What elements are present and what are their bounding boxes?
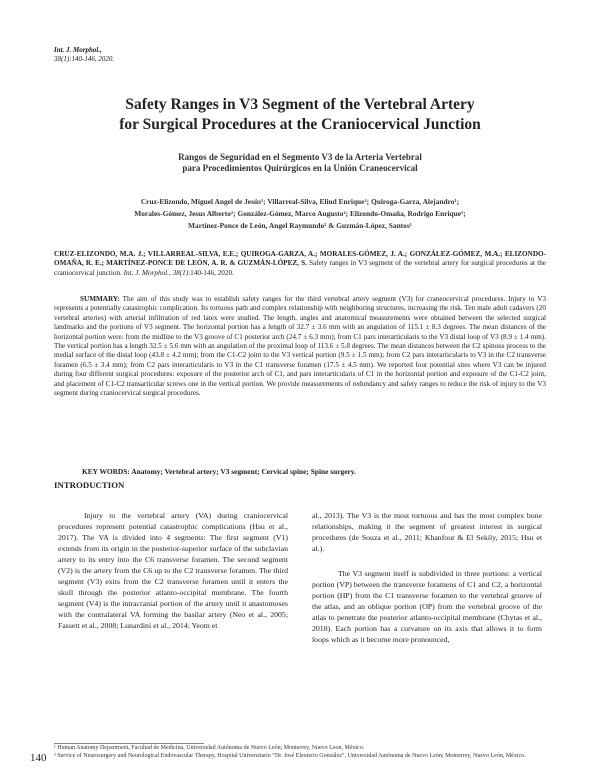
section-heading-introduction: INTRODUCTION xyxy=(54,480,125,490)
title-line-2: for Surgical Procedures at the Craniocervical Junction xyxy=(119,116,481,133)
right-column xyxy=(312,510,542,659)
subtitle-line-2: para Procedimientos Quirúrgicos en la Unión Craneocervical xyxy=(182,163,418,173)
journal-issue: 38(1):140-146, 2020. xyxy=(54,55,115,63)
authors-line-2: Morales-Gómez, Jesus Alberto²; González-Gómez, Marco Augusto²; Elizondo-Omaña, Rodrigo Enrique¹; xyxy=(134,209,466,218)
abstract-text: The aim of this study was to establish safety ranges for the third vertebral artery segment (V3) for craneocervical procedures. Injury to V3 represents a potentially catastrophic complication. Its tortuous path and complex relationship with neighboring structures, increasing the risk. Ten male adult cadavers (20 vertebral arteries) with arterial infiltration of red latex were studied. The length, angles and anatomical measurements were obtained between the selected surgical landmarks and the portions of V3 segment. The horizontal portion has a length of 32.7 ± 3.6 mm with an angulation of 115.1 ± 8.3 degrees. The mean distances of the horizontal portion were: from the midline to the V3 groove of C1 posterior arch (24.7 ± 6.3 mm); from C1 pars interarticularis to the V3 distal loop of V3 (8.9 ± 1.4 mm). The vertical portion has a length 32.5 ± 5.6 mm with an angulation of the proximal loop of 113.6 ± 5.8 degrees. The mean distances between the C2 spinous process to the medial surface of the distal loop (43.8 ± 4.2 mm); from the C1-C2 joint to the V3 vertical portion (9.5 ± 1.5 mm); from C2 pars interarticularis to V3 in the C2 transverse foramen (6.5 ± 3.4 mm); from C2 pars interarticularis to V3 in the C1 transverse foramen (17.5 ± 4.5 mm). We reported four potential sites where V3 can be injured during four different surgical procedures: exposure of the posterior arch of C1, and pars interarticularis of C1 in the horizontal portion and exposure of the C1-C2 joint, and placement of C1-C2 transarticular screws one in the vertical portion. We provide measurements of redundancy and safety ranges to reduce the risk of injury to the V3 segment during craniocervical surgical procedures. xyxy=(54,295,546,398)
journal-name: Int. J. Morphol., xyxy=(54,46,102,54)
keywords: KEY WORDS: Anatomy; Vertebral artery; V3 segment; Cervical spine; Spine surgery. xyxy=(82,467,356,476)
author-list xyxy=(60,196,540,232)
citation-text: Safety ranges in V3 segment of the vertebral artery for surgical procedures at the craniocervical junction. xyxy=(54,259,546,277)
paper-title xyxy=(40,95,560,135)
footnote-2: ² Service of Neurosurgery and Neurological Endovascular Therapy, Hospital Universitario “Dr. José Eleuterio González”, Universidad Autónoma de Nuevo León; Monterrey, Nuevo León, México. xyxy=(54,753,526,759)
intro-paragraph-2: The V3 segment itself is subdivided in three portions: a vertical portion (VP) between the transverse foramens of C1 and C2, a horizontal portion (HP) from the C1 transverse foramen to the vertebral groove of the atlas, and an oblique portion (OP) from the vertebral groove of the atlas to penetrate the posterior atlanto-occipital membrane (Chytas et al., 2018). Each portion has a curvature on its axis that allows it to form loops which as it become more pronounced, xyxy=(312,569,542,644)
citation-authors: CRUZ-ELIZONDO, M.A. J.; VILLARREAL-SILVA, E.E.; QUIROGA-GARZA, A.; MORALES-GÓMEZ, J. A.; GONZÁLEZ-GÓMEZ, M.A.; ELIZONDO-OMAÑA, R. E.; MARTÍNEZ-PONCE DE LEÓN, A. R. & GUZMÁN-LÓPEZ, S. xyxy=(54,250,546,268)
footnotes xyxy=(54,744,546,760)
subtitle-line-1: Rangos de Seguridad en el Segmento V3 de la Arteria Vertebral xyxy=(178,152,422,162)
left-column xyxy=(58,510,288,645)
title-line-1: Safety Ranges in V3 Segment of the Vertebral Artery xyxy=(125,96,475,113)
citation-pages: :140-146, 2020. xyxy=(188,268,234,277)
citation-journal: Int. J. Morphol., 38(1) xyxy=(123,268,189,277)
authors-line-3: Martínez-Ponce de León, Angel Raymundo² & Guzmán-López, Santos¹ xyxy=(188,221,412,230)
abstract-label: SUMMARY: xyxy=(80,295,120,303)
paper-subtitle xyxy=(100,152,500,174)
authors-line-1: Cruz-Elizondo, Miguel Angel de Jesús¹; Villarreal-Silva, Eliud Enrique²; Quiroga-Garza, Alejandro¹; xyxy=(140,197,460,206)
footnote-1: ¹ Human Anatomy Department, Facultad de Medicina, Universidad Autónoma de Nuevo León; Monterrey, Nuevo Leon, México. xyxy=(54,745,365,751)
journal-reference xyxy=(54,46,114,64)
page-number: 140 xyxy=(30,752,47,764)
citation-block xyxy=(54,250,546,278)
intro-paragraph-1-continued: al., 2013). The V3 is the most tortuous and has the most complex bone relationships, making it the segment of greatest interest in surgical procedures (de Souza et al., 2011; Khanfour & El Sekily, 2015; Hsu et al.). xyxy=(312,511,542,553)
intro-paragraph-1: Injury to the vertebral artery (VA) during craniocervical procedures represent potential catastrophic complications (Hsu et al., 2017). The VA is divided into 4 segments: The first segment (V1) extends from its origin in the posterior-superior surface of the subclavian artery to its entry into the C6 transverse foramen. The second segment (V2) is the artery from the C6 up to the C2 transverse foramen. The third segment (V3) exits from the C2 transverse foramen until it enters the skull through the posterior atlanto-occipital membrane. The fourth segment (V4) is the intracranial portion of the artery until it anastomoses with the contralateral VA forming the basilar artery (Neo et al., 2005; Fassett et al., 2008; Lunardini et al., 2014; Yeom et xyxy=(58,511,288,630)
abstract xyxy=(54,295,546,398)
